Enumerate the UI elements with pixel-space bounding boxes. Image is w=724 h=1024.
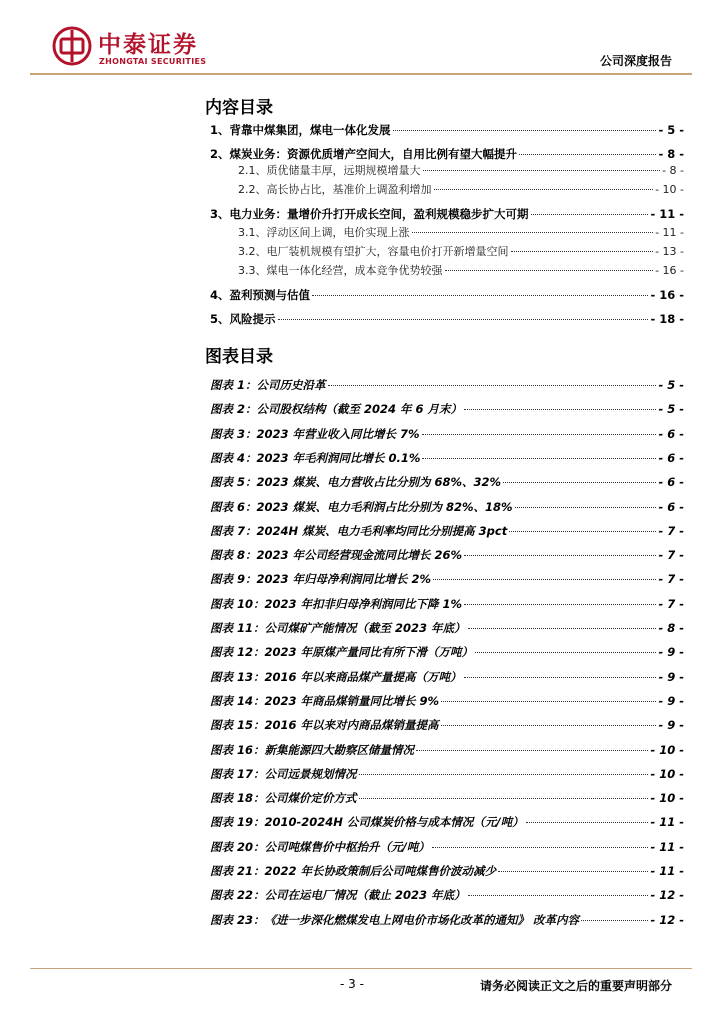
company-name-en: ZHONGTAI SECURITIES	[99, 57, 207, 66]
figure-entry[interactable]	[210, 499, 684, 515]
figure-entry-page: - 10 -	[650, 767, 684, 781]
dot-leader	[393, 130, 657, 131]
figure-entry[interactable]	[210, 863, 684, 879]
dot-leader	[441, 725, 657, 726]
figure-entry-label: 图表 7：2024H 煤炭、电力毛利率均同比分别提高 3pct	[210, 524, 508, 538]
figure-entry-page: - 8 -	[658, 621, 684, 635]
figure-entry-label: 图表 12：2023 年原煤产量同比有所下滑（万吨）	[210, 645, 474, 659]
toc-entry[interactable]	[238, 263, 684, 279]
dot-leader	[312, 295, 648, 296]
figure-entry[interactable]	[210, 912, 684, 928]
dot-leader	[475, 652, 656, 653]
dot-leader	[468, 895, 649, 896]
toc-entry-page: - 10 -	[655, 183, 684, 196]
figure-entry-page: - 6 -	[658, 451, 684, 465]
figure-entry-label: 图表 1：公司历史沿革	[210, 378, 326, 392]
figure-entry-page: - 12 -	[650, 913, 684, 927]
dot-leader	[423, 170, 661, 171]
figure-entry-label: 图表 14：2023 年商品煤销量同比增长 9%	[210, 694, 440, 708]
toc-entry-label: 2、煤炭业务：资源优质增产空间大，自用比例有望大幅提升	[210, 147, 517, 161]
figure-entry[interactable]	[210, 571, 684, 587]
dot-leader	[359, 798, 649, 799]
figure-entry-label: 图表 9：2023 年归母净利润同比增长 2%	[210, 572, 432, 586]
toc-entry-label: 3、电力业务：量增价升打开成长空间，盈利规模稳步扩大可期	[210, 207, 529, 221]
dot-leader	[422, 434, 657, 435]
dot-leader	[464, 555, 656, 556]
page-number: - 3 -	[340, 977, 364, 991]
dot-leader	[432, 847, 649, 848]
figure-entry-label: 图表 15：2016 年以来对内商品煤销量提高	[210, 718, 439, 732]
page-header	[0, 0, 724, 80]
dot-leader	[464, 677, 657, 678]
report-type: 公司深度报告	[599, 54, 672, 68]
figure-entry[interactable]	[210, 766, 684, 782]
figure-entry-page: - 6 -	[658, 500, 684, 514]
toc-entry-label: 2.1、质优储量丰厚，远期规模增量大	[238, 164, 421, 177]
toc-entry[interactable]	[238, 225, 684, 241]
toc-entry[interactable]	[210, 287, 684, 303]
figure-entry-label: 图表 13：2016 年以来商品煤产量提高（万吨）	[210, 670, 462, 684]
dot-leader	[464, 409, 656, 410]
dot-leader	[433, 579, 656, 580]
figure-entry-page: - 5 -	[658, 402, 684, 416]
toc-entry-label: 2.2、高长协占比，基准价上调盈利增加	[238, 183, 432, 196]
figure-entry-label: 图表 16：新集能源四大勘察区储量情况	[210, 743, 415, 757]
toc-entry-page: - 18 -	[650, 312, 684, 326]
toc-entry-page: - 11 -	[650, 207, 684, 221]
toc-entry-page: - 11 -	[655, 226, 684, 239]
figure-entry-label: 图表 6：2023 煤炭、电力毛利润占比分别为 82%、18%	[210, 500, 513, 514]
figure-entry[interactable]	[210, 644, 684, 660]
dot-leader	[509, 531, 656, 532]
figure-entry[interactable]	[210, 693, 684, 709]
dot-leader	[526, 822, 649, 823]
dot-leader	[434, 189, 654, 190]
figure-entry[interactable]	[210, 547, 684, 563]
company-logo-icon	[52, 26, 92, 66]
toc-entry-page: - 13 -	[655, 245, 684, 258]
toc-entry-page: - 16 -	[655, 264, 684, 277]
figure-entry-label: 图表 17：公司远景规划情况	[210, 767, 357, 781]
figure-entry[interactable]	[210, 717, 684, 733]
figure-entry-label: 图表 8：2023 年公司经营现金流同比增长 26%	[210, 548, 463, 562]
toc-title: 内容目录	[205, 98, 273, 118]
figure-entry-page: - 7 -	[658, 572, 684, 586]
toc-entry-page: - 5 -	[658, 123, 684, 137]
dot-leader	[441, 701, 656, 702]
footer-divider	[30, 968, 692, 969]
figures-title: 图表目录	[205, 347, 273, 367]
dot-leader	[498, 871, 648, 872]
figure-entry[interactable]	[210, 669, 684, 685]
figure-entry-page: - 10 -	[650, 791, 684, 805]
figure-entry-label: 图表 4：2023 年毛利润同比增长 0.1%	[210, 451, 421, 465]
header-divider	[30, 73, 692, 75]
figure-entry-label: 图表 5：2023 煤炭、电力营收占比分别为 68%、32%	[210, 475, 502, 489]
figure-entry[interactable]	[210, 401, 684, 417]
figure-entry-page: - 7 -	[658, 524, 684, 538]
dot-leader	[519, 154, 656, 155]
dot-leader	[468, 628, 657, 629]
figure-entry[interactable]	[210, 596, 684, 612]
figure-entry-page: - 6 -	[658, 475, 684, 489]
figure-entry-page: - 12 -	[650, 888, 684, 902]
figure-entry-label: 图表 22：公司在运电厂情况（截止 2023 年底）	[210, 888, 466, 902]
figure-entry[interactable]	[210, 523, 684, 539]
figure-entry-label: 图表 19：2010-2024H 公司煤炭价格与成本情况（元/吨）	[210, 815, 524, 829]
toc-entry-page: - 8 -	[658, 147, 684, 161]
figure-entry[interactable]	[210, 474, 684, 490]
footer-disclaimer: 请务必阅读正文之后的重要声明部分	[479, 979, 672, 993]
dot-leader	[511, 251, 654, 252]
toc-entry-label: 5、风险提示	[210, 312, 276, 326]
figure-entry-label: 图表 23：《进一步深化燃煤发电上网电价市场化改革的通知》 改革内容	[210, 913, 580, 927]
toc-entry[interactable]	[210, 146, 684, 162]
company-name-cn: 中泰证券	[98, 32, 198, 58]
toc-entry-page: - 16 -	[650, 288, 684, 302]
figure-entry-label: 图表 2：公司股权结构（截至 2024 年 6 月末）	[210, 402, 463, 416]
figure-entry-label: 图表 3：2023 年营业收入同比增长 7%	[210, 427, 420, 441]
dot-leader	[422, 458, 656, 459]
toc-entry[interactable]	[210, 206, 684, 222]
figure-entry-page: - 11 -	[650, 864, 684, 878]
dot-leader	[531, 214, 649, 215]
figure-entry-page: - 11 -	[650, 815, 684, 829]
toc-entry-label: 4、盈利预测与估值	[210, 288, 311, 302]
figure-entry-page: - 7 -	[658, 548, 684, 562]
dot-leader	[416, 750, 648, 751]
figure-entry[interactable]	[210, 450, 684, 466]
figure-entry-page: - 7 -	[658, 597, 684, 611]
figure-entry[interactable]	[210, 887, 684, 903]
toc-entry-label: 1、背靠中煤集团，煤电一体化发展	[210, 123, 391, 137]
toc-entry[interactable]	[238, 244, 684, 260]
figure-entry-page: - 9 -	[658, 670, 684, 684]
toc-entry-label: 3.2、电厂装机规模有望扩大，容量电价打开新增量空间	[238, 245, 509, 258]
figure-entry-label: 图表 10：2023 年扣非归母净利润同比下降 1%	[210, 597, 463, 611]
figure-entry[interactable]	[210, 790, 684, 806]
figure-entry[interactable]	[210, 377, 684, 393]
toc-entry-label: 3.1、浮动区间上调，电价实现上涨	[238, 226, 410, 239]
figure-entry[interactable]	[210, 620, 684, 636]
toc-entry[interactable]	[238, 163, 684, 179]
figure-entry[interactable]	[210, 426, 684, 442]
dot-leader	[503, 482, 656, 483]
figure-entry-page: - 6 -	[658, 427, 684, 441]
figure-entry-page: - 9 -	[658, 718, 684, 732]
dot-leader	[581, 920, 648, 921]
toc-entry-label: 3.3、煤电一体化经营，成本竞争优势较强	[238, 264, 443, 277]
dot-leader	[359, 774, 649, 775]
figure-entry[interactable]	[210, 839, 684, 855]
figure-entry-page: - 9 -	[658, 645, 684, 659]
dot-leader	[412, 232, 654, 233]
figure-entry-label: 图表 11：公司煤矿产能情况（截至 2023 年底）	[210, 621, 466, 635]
toc-entry[interactable]	[210, 311, 684, 327]
dot-leader	[464, 604, 656, 605]
figure-entry-page: - 9 -	[658, 694, 684, 708]
figure-entry-label: 图表 18：公司煤价定价方式	[210, 791, 357, 805]
dot-leader	[515, 507, 657, 508]
toc-entry[interactable]	[210, 122, 684, 138]
dot-leader	[445, 270, 654, 271]
figure-entry-label: 图表 20：公司吨煤售价中枢抬升（元/吨）	[210, 840, 430, 854]
figure-entry-label: 图表 21：2022 年长协政策制后公司吨煤售价波动减少	[210, 864, 497, 878]
toc-entry[interactable]	[238, 182, 684, 198]
figure-entry[interactable]	[210, 814, 684, 830]
figure-entry-page: - 5 -	[658, 378, 684, 392]
figure-entry[interactable]	[210, 742, 684, 758]
dot-leader	[328, 385, 657, 386]
figure-entry-page: - 10 -	[650, 743, 684, 757]
figure-entry-page: - 11 -	[650, 840, 684, 854]
toc-entry-page: - 8 -	[662, 164, 684, 177]
dot-leader	[278, 319, 649, 320]
